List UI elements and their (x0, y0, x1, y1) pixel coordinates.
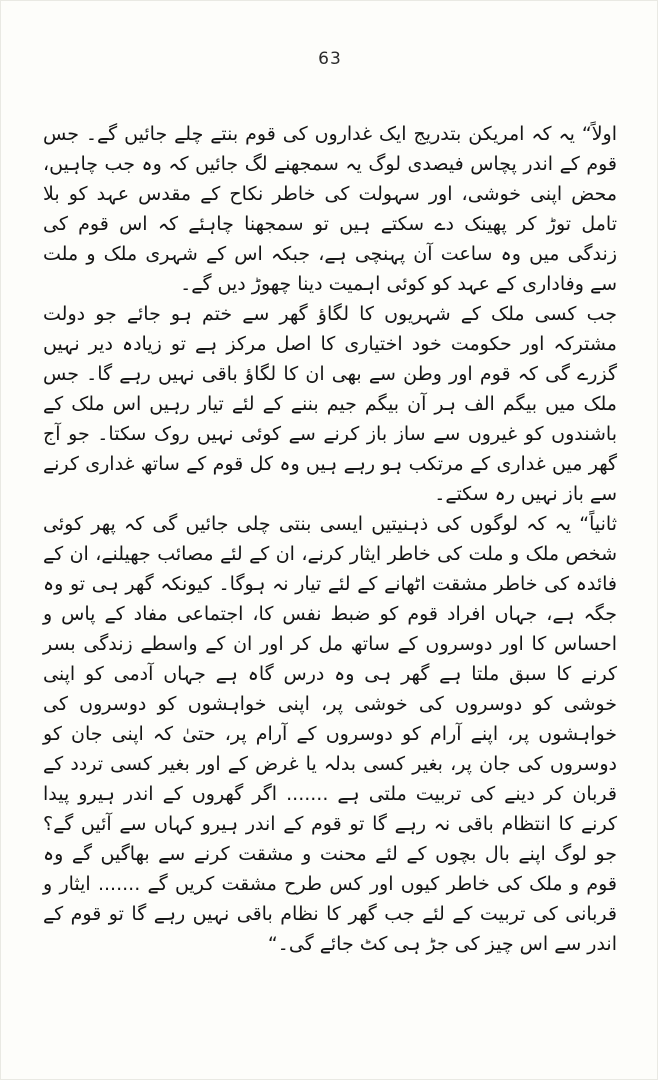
paragraph-1: اولاً“ یہ کہ امریکن بتدریج ایک غداروں کی قوم بنتے چلے جائیں گے۔ جس قوم کے اندر پچاس فیصدی لوگ یہ سمجھنے لگ جائیں کہ وہ جب چاہیں، محض اپنی خوشی، اور سہولت کی خاطر نکاح کے مقدس عہد کو بلا تامل توڑ کر پھینک دے سکتے ہیں تو سمجھنا چاہئے کہ اس قوم کی زندگی میں وہ ساعت آن پہنچی ہے، جبکہ اس کے شہری ملک و ملت سے وفاداری کے عہد کو کوئی اہمیت دینا چھوڑ دیں گے۔ (43, 123, 617, 295)
page-number: 63 (318, 49, 342, 69)
body-text (43, 119, 617, 959)
paragraph-3: ثانیاً“ یہ کہ لوگوں کی ذہنیتیں ایسی بنتی چلی جائیں گی کہ پھر کوئی شخص ملک و ملت کی خاطر ایثار کرنے، ان کے لئے مصائب جھیلنے، ان کے فائدہ کی خاطر مشقت اٹھانے کے لئے تیار نہ ہوگا۔ کیونکہ گھر ہی تو وہ جگہ ہے، جہاں افراد قوم کو ضبط نفس کا، اجتماعی مفاد کے پاس و احساس کا اور دوسروں کے ساتھ مل کر اور ان کے واسطے زندگی بسر کرنے کا سبق ملتا ہے گھر ہی وہ درس گاہ ہے جہاں آدمی کو اپنی خوشی کو دوسروں کی خوشی پر، اپنی خواہشوں کو دوسروں کی خواہشوں پر، اپنے آرام کو دوسروں کے آرام پر، حتیٰ کہ اپنی جان کو دوسروں کی جان پر، بغیر کسی بدلہ یا غرض کے اور بغیر کسی تردد کے قربان کر دینے کی تربیت ملتی ہے ....... اگر گھروں کے اندر ہیرو پیدا کرنے کا انتظام باقی نہ رہے گا تو قوم کے اندر ہیرو کہاں سے آئیں گے؟ جو لوگ اپنے بال بچوں کے لئے محنت و مشقت کرنے سے بھاگیں گے وہ قوم و ملک کی خاطر کیوں اور کس طرح مشقت کریں گے ....... ایثار و قربانی کی تربیت کے لئے جب گھر کا نظام باقی نہیں رہے گا تو قوم کے اندر سے اس چیز کی جڑ ہی کٹ جائے گی۔“ (43, 513, 617, 955)
paragraph-2: جب کسی ملک کے شہریوں کا لگاؤ گھر سے ختم ہو جائے جو دولت مشترکہ اور حکومت خود اختیاری کا اصل مرکز ہے تو زیادہ دیر نہیں گزرے گی کہ قوم اور وطن سے بھی ان کا لگاؤ باقی نہیں رہے گا۔ جس ملک میں بیگم الف ہر آن بیگم جیم بننے کے لئے تیار رہیں اس ملک کے باشندوں کو غیروں سے ساز باز کرنے سے کوئی نہیں روک سکتا۔ جو آج گھر میں غداری کے مرتکب ہو رہے ہیں وہ کل قوم کے ساتھ غداری کرنے سے باز نہیں رہ سکتے۔ (43, 303, 617, 505)
